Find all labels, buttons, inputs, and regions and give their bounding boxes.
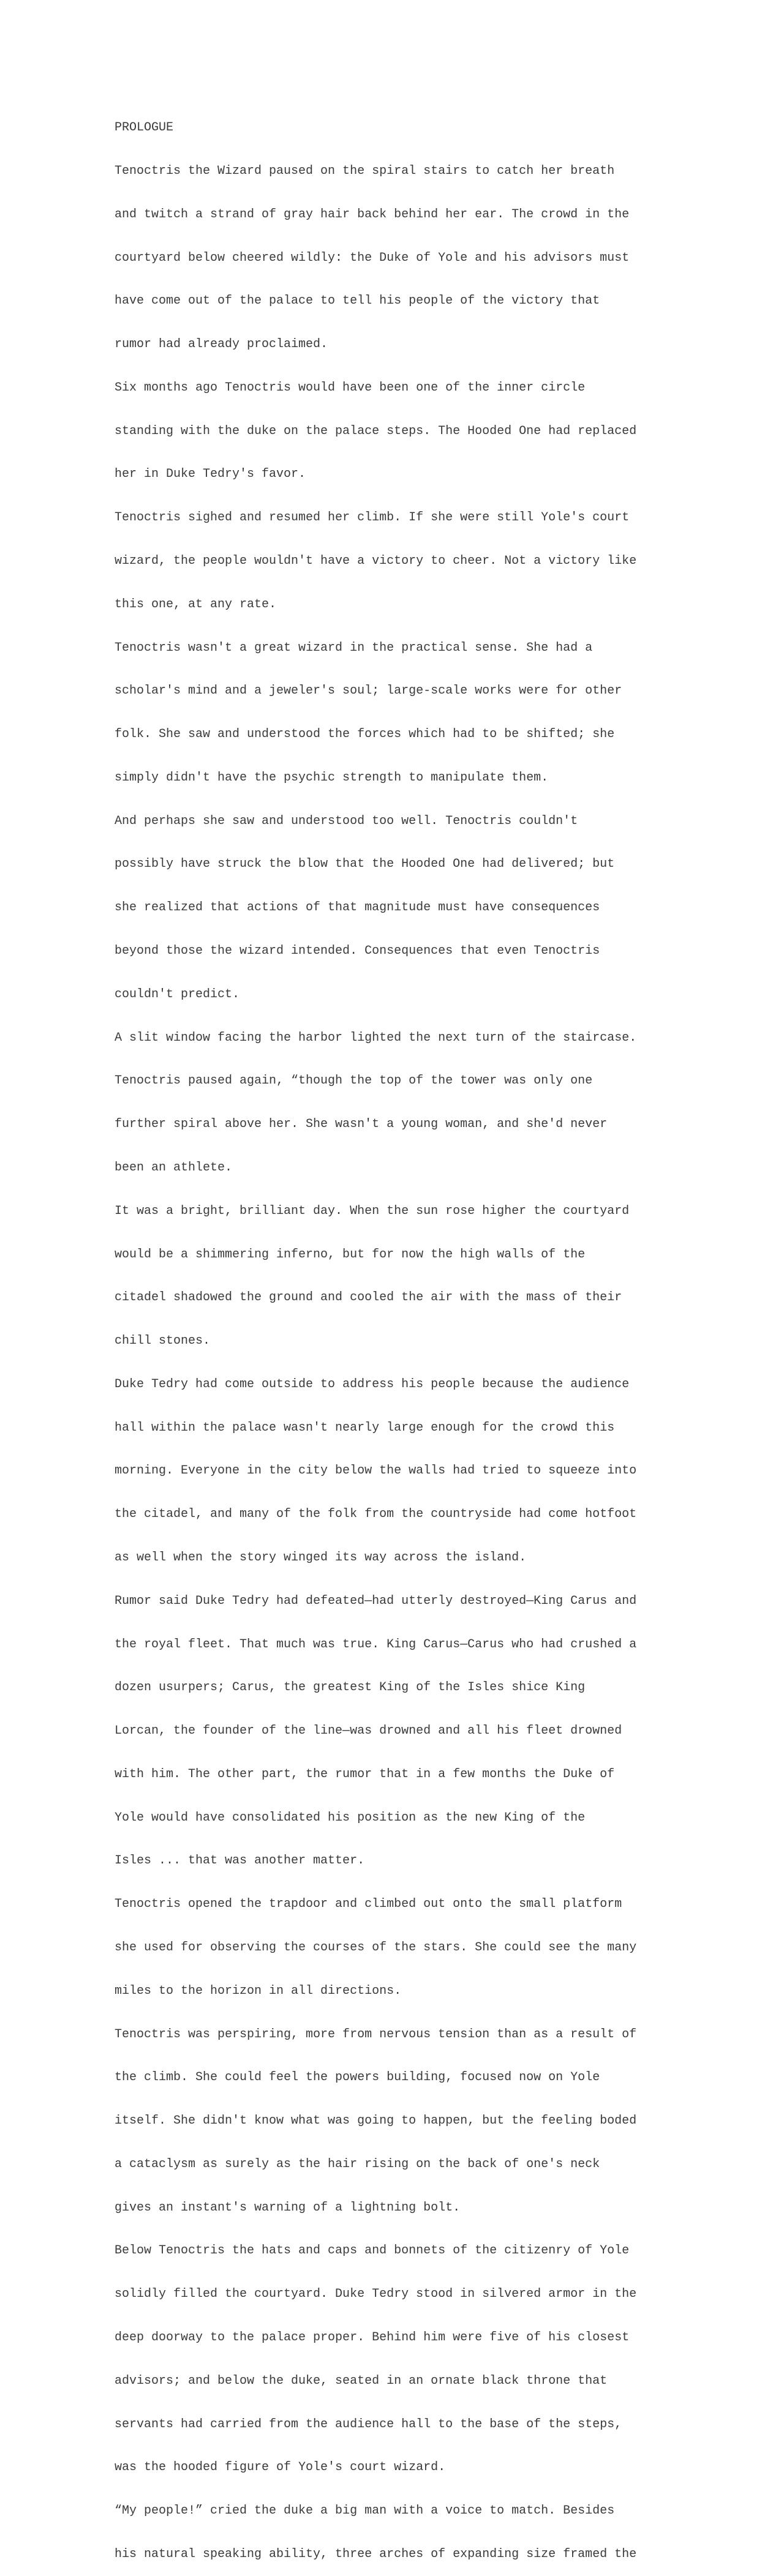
text-line: scholar's mind and a jeweler's soul; large-scale works were for other [115, 684, 622, 698]
text-line: Below Tenoctris the hats and caps and bonnets of the citizenry of Yole [115, 2244, 630, 2258]
text-line: Tenoctris paused again, “though the top of the tower was only one [115, 1074, 593, 1088]
text-line: her in Duke Tedry's favor. [115, 467, 306, 482]
text-line: with him. The other part, the rumor that in a few months the Duke of [115, 1767, 615, 1781]
heading-prologue: PROLOGUE [115, 121, 174, 135]
text-line: possibly have struck the blow that the Hooded One had delivered; but [115, 857, 615, 872]
text-line: been an athlete. [115, 1160, 233, 1175]
text-line: folk. She saw and understood the forces which had to be shifted; she [115, 727, 615, 742]
text-line: Tenoctris the Wizard paused on the spiral stairs to catch her breath [115, 163, 615, 178]
text-line: the citadel, and many of the folk from the countryside had come hotfoot [115, 1507, 637, 1522]
text-line: Tenoctris opened the trapdoor and climbed out onto the small platform [115, 1897, 622, 1912]
text-line: beyond those the wizard intended. Consequences that even Tenoctris [115, 944, 600, 959]
text-line: It was a bright, brilliant day. When the sun rose higher the courtyard [115, 1204, 630, 1218]
text-line: wizard, the people wouldn't have a victory to cheer. Not a victory like [115, 554, 637, 568]
text-line: Rumor said Duke Tedry had defeated—had utterly destroyed—King Carus and [115, 1593, 637, 1608]
text-line: would be a shimmering inferno, but for now the high walls of the [115, 1247, 586, 1262]
text-line: Yole would have consolidated his position as the new King of the [115, 1810, 586, 1825]
text-line: the climb. She could feel the powers building, focused now on Yole [115, 2070, 600, 2085]
text-line: a cataclysm as surely as the hair rising on the back of one's neck [115, 2157, 600, 2171]
text-line: simply didn't have the psychic strength to manipulate them. [115, 770, 549, 785]
text-line: A slit window facing the harbor lighted the next turn of the staircase. [115, 1030, 637, 1045]
text-line: servants had carried from the audience hall to the base of the steps, [115, 2417, 622, 2432]
text-line: further spiral above her. She wasn't a young woman, and she'd never [115, 1117, 608, 1132]
text-line: citadel shadowed the ground and cooled the air with the mass of their [115, 1290, 622, 1305]
text-line: this one, at any rate. [115, 597, 277, 612]
text-line: solidly filled the courtyard. Duke Tedry stood in silvered armor in the [115, 2287, 637, 2302]
text-line: dozen usurpers; Carus, the greatest King of the Isles shice King [115, 1680, 586, 1695]
text-line: chill stones. [115, 1334, 211, 1349]
text-line: gives an instant's warning of a lightning bolt. [115, 2200, 461, 2215]
text-line: miles to the horizon in all directions. [115, 1983, 402, 1998]
text-line: she used for observing the courses of the stars. She could see the many [115, 1941, 637, 1955]
text-line: Duke Tedry had come outside to address his people because the audience [115, 1377, 630, 1391]
text-line: morning. Everyone in the city below the walls had tried to squeeze into [115, 1464, 637, 1478]
text-line: rumor had already proclaimed. [115, 337, 328, 352]
text-line: Isles ... that was another matter. [115, 1854, 365, 1868]
text-line: Six months ago Tenoctris would have been one of the inner circle [115, 380, 586, 395]
text-line: Tenoctris was perspiring, more from nervous tension than as a result of [115, 2027, 637, 2042]
text-line: and twitch a strand of gray hair back behind her ear. The crowd in the [115, 207, 630, 222]
text-line: “My people!” cried the duke a big man with a voice to match. Besides [115, 2504, 615, 2518]
text-line: advisors; and below the duke, seated in an ornate black throne that [115, 2373, 608, 2388]
text-line: have come out of the palace to tell his people of the victory that [115, 294, 600, 309]
text-line: Tenoctris sighed and resumed her climb. If she were still Yole's court [115, 511, 630, 525]
text-line: was the hooded figure of Yole's court wizard. [115, 2460, 446, 2475]
text-line: standing with the duke on the palace steps. The Hooded One had replaced [115, 424, 637, 438]
text-line: his natural speaking ability, three arches of expanding size framed the [115, 2547, 637, 2561]
text-line: hall within the palace wasn't nearly large enough for the crowd this [115, 1420, 615, 1435]
text-line: as well when the story winged its way across the island. [115, 1550, 527, 1565]
text-line: courtyard below cheered wildly: the Duke of Yole and his advisors must [115, 250, 630, 265]
text-line: the royal fleet. That much was true. King Carus—Carus who had crushed a [115, 1637, 637, 1652]
text-line: itself. She didn't know what was going to happen, but the feeling boded [115, 2114, 637, 2129]
text-line: Lorcan, the founder of the line—was drowned and all his fleet drowned [115, 1724, 622, 1739]
text-line: she realized that actions of that magnitude must have consequences [115, 900, 600, 915]
text-line: Tenoctris wasn't a great wizard in the practical sense. She had a [115, 640, 593, 655]
text-line: And perhaps she saw and understood too well. Tenoctris couldn't [115, 814, 578, 828]
document-page [115, 92, 764, 2576]
text-line: deep doorway to the palace proper. Behind him were five of his closest [115, 2331, 630, 2345]
text-line: couldn't predict. [115, 987, 240, 1002]
